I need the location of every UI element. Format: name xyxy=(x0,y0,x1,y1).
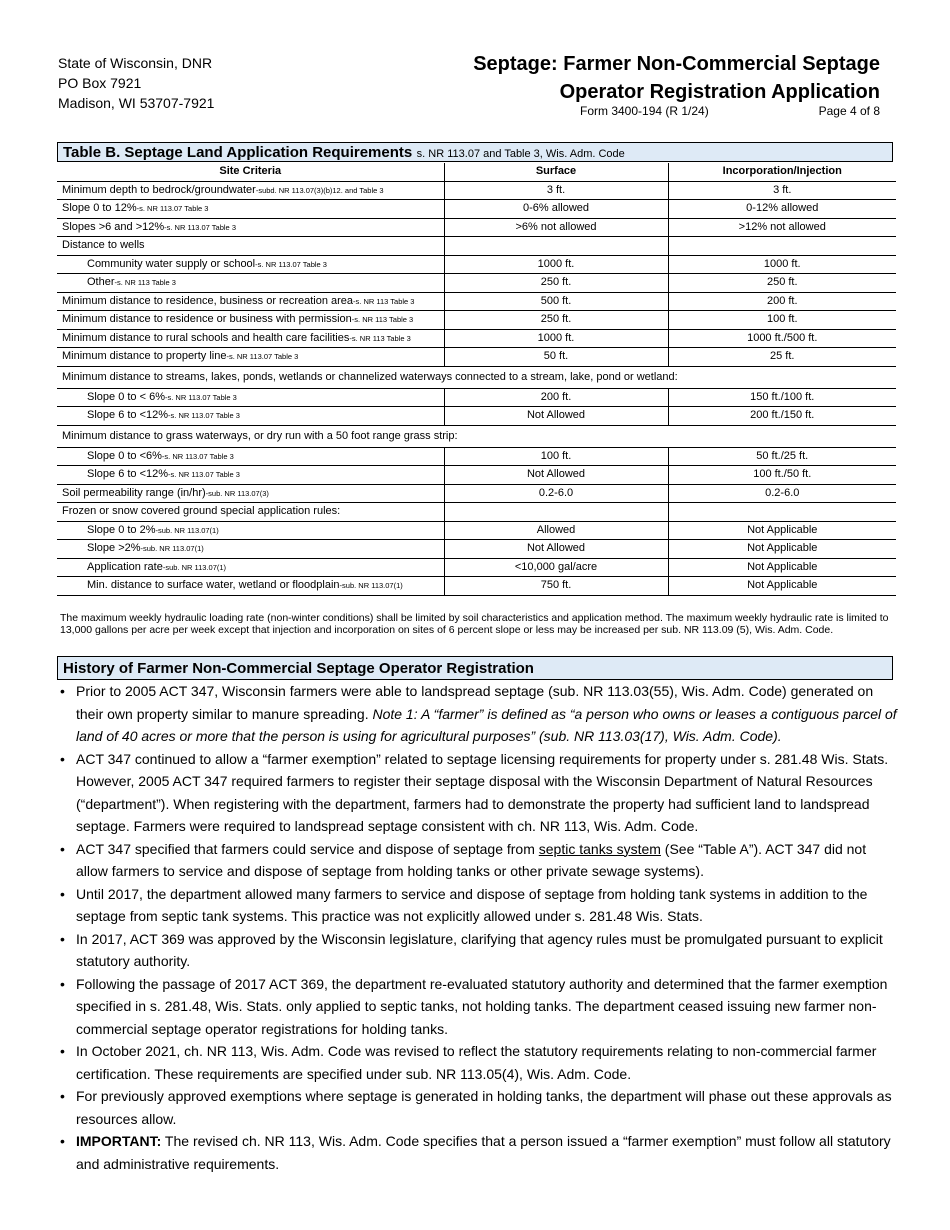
injection-value: 1000 ft./500 ft. xyxy=(668,329,896,348)
table-row xyxy=(57,577,896,596)
criteria-label: Slopes >6 and >12% xyxy=(62,220,165,233)
table-row xyxy=(57,407,896,426)
surface-value: 0.2-6.0 xyxy=(444,484,668,503)
important-label: IMPORTANT: xyxy=(76,1133,162,1149)
injection-value: 200 ft./150 ft. xyxy=(668,407,896,426)
table-row xyxy=(57,484,896,503)
criteria-ref: -sub. NR 113.07(1) xyxy=(339,581,403,591)
criteria-ref: -s. NR 113.07 Table 3 xyxy=(168,411,240,421)
table-row xyxy=(57,366,896,388)
surface-value: 1000 ft. xyxy=(444,329,668,348)
injection-value: Not Applicable xyxy=(668,521,896,540)
criteria-label: Application rate xyxy=(87,560,163,573)
criteria-ref: -s. NR 113 Table 3 xyxy=(351,315,414,325)
surface-value: Not Allowed xyxy=(444,540,668,559)
table-row xyxy=(57,329,896,348)
address-line: Madison, WI 53707-7921 xyxy=(58,95,215,111)
surface-value: 50 ft. xyxy=(444,348,668,367)
surface-value: >6% not allowed xyxy=(444,218,668,237)
table-row xyxy=(57,503,896,522)
criteria-ref: -subd. NR 113.07(3)(b)12. and Table 3 xyxy=(255,185,384,195)
table-row xyxy=(57,540,896,559)
criteria-ref: -s. NR 113 Table 3 xyxy=(349,333,411,343)
criteria-label: Slope 6 to <12% xyxy=(87,409,169,422)
page-number: Page 4 of 8 xyxy=(818,104,880,118)
injection-value: Not Applicable xyxy=(668,540,896,559)
table-row xyxy=(57,466,896,485)
criteria-label: Other xyxy=(87,276,115,289)
criteria-ref: -s. NR 113.07 Table 3 xyxy=(164,222,236,232)
table-note: The maximum weekly hydraulic loading rate (non-winter conditions) shall be limited by soil characteristics and application method. The maximum weekly hydraulic rate is limited to 13,000 gallons per acre per week except that injection and incorporation on sites of 6 percent slope or less may be increased per sub. NR 113.09 (5), Wis. Adm. Code. xyxy=(60,612,889,636)
criteria-ref: -sub. NR 113.07(3) xyxy=(205,488,269,498)
injection-value: Not Applicable xyxy=(668,577,896,596)
criteria-ref: -sub. NR 113.07(1) xyxy=(155,525,219,535)
surface-value: Not Allowed xyxy=(444,407,668,426)
criteria-ref: -s. NR 113.07 Table 3 xyxy=(164,392,237,402)
surface-value: 250 ft. xyxy=(444,274,668,293)
criteria-label: Minimum depth to bedrock/groundwater xyxy=(62,183,256,196)
criteria-label: Minimum distance to streams, lakes, ponds, wetlands or channelized waterways connected to a stream, lake, pond or wetland: xyxy=(62,370,678,383)
criteria-ref: -sub. NR 113.07(1) xyxy=(162,562,227,572)
criteria-label: Frozen or snow covered ground special application rules: xyxy=(62,505,341,518)
address-line: PO Box 7921 xyxy=(58,75,142,91)
criteria-label: Slope 0 to 2% xyxy=(87,523,156,536)
list-item: • Until 2017, the department allowed many farmers to service and dispose of septage from holding tank systems in addition to the septage from septic tank systems. This practice was not explicitly allowed under s. 281.48 Wis. Stats. xyxy=(58,883,898,928)
list-item: • In October 2021, ch. NR 113, Wis. Adm. Code was revised to reflect the statutory requirements relating to non-commercial farmer certification. These requirements are specified under sub. NR 113.05(4), Wis. Adm. Code. xyxy=(58,1040,898,1085)
table-row xyxy=(57,255,896,274)
injection-value: 250 ft. xyxy=(668,274,896,293)
criteria-ref: -s. NR 113.07 Table 3 xyxy=(255,259,327,269)
list-item: • ACT 347 specified that farmers could service and dispose of septage from septic tanks system (See “Table A”). ACT 347 did not allow farmers to service and dispose of septage from holding tanks or other private sewage systems). xyxy=(58,838,898,883)
criteria-ref: -s. NR 113 Table 3 xyxy=(353,296,415,306)
history-header: History of Farmer Non-Commercial Septage Operator Registration xyxy=(57,656,893,680)
surface-value: 250 ft. xyxy=(444,311,668,330)
surface-value: 0-6% allowed xyxy=(444,200,668,219)
table-row xyxy=(57,388,896,407)
injection-value: 25 ft. xyxy=(668,348,896,367)
agency-address xyxy=(58,53,214,113)
table-row xyxy=(57,311,896,330)
table-b-header xyxy=(57,142,893,162)
list-item: • IMPORTANT: The revised ch. NR 113, Wis. Adm. Code specifies that a person issued a “farmer exemption” must follow all statutory and administrative requirements. xyxy=(58,1130,898,1175)
criteria-label: Minimum distance to rural schools and health care facilities xyxy=(62,331,350,344)
criteria-label: Slope 0 to <6% xyxy=(87,449,162,462)
injection-value xyxy=(668,237,896,256)
column-header: Surface xyxy=(444,163,668,181)
form-title xyxy=(473,50,880,106)
injection-value: 0.2-6.0 xyxy=(668,484,896,503)
injection-value: 100 ft./50 ft. xyxy=(668,466,896,485)
table-row xyxy=(57,200,896,219)
injection-value: >12% not allowed xyxy=(668,218,896,237)
table-row xyxy=(57,218,896,237)
table-row xyxy=(57,558,896,577)
surface-value: 3 ft. xyxy=(444,181,668,200)
surface-value: 500 ft. xyxy=(444,292,668,311)
criteria-label: Minimum distance to grass waterways, or dry run with a 50 foot range grass strip: xyxy=(62,429,458,442)
table-row xyxy=(57,274,896,293)
criteria-label: Minimum distance to residence or business with permission xyxy=(62,313,352,326)
table-b-title: Table B. Septage Land Application Requirements xyxy=(63,144,413,161)
history-list xyxy=(58,680,898,1175)
criteria-label: Slope 0 to 12% xyxy=(62,202,137,215)
table-row xyxy=(57,348,896,367)
list-item: • For previously approved exemptions where septage is generated in holding tanks, the department will phase out these approvals as resources allow. xyxy=(58,1085,898,1130)
form-number: Form 3400-194 (R 1/24) xyxy=(580,104,709,118)
table-header-row xyxy=(57,163,896,181)
criteria-label: Slope >2% xyxy=(87,542,141,555)
criteria-label: Minimum distance to residence, business or recreation area xyxy=(62,294,354,307)
criteria-label: Slope 0 to < 6% xyxy=(87,390,165,403)
surface-value: 100 ft. xyxy=(444,447,668,466)
table-row xyxy=(57,237,896,256)
criteria-label: Distance to wells xyxy=(62,239,145,252)
injection-value: 200 ft. xyxy=(668,292,896,311)
injection-value: 100 ft. xyxy=(668,311,896,330)
criteria-label: Minimum distance to property line xyxy=(62,350,227,363)
criteria-label: Min. distance to surface water, wetland or floodplain xyxy=(87,579,340,592)
form-info xyxy=(580,104,880,118)
surface-value: 200 ft. xyxy=(444,388,668,407)
injection-value: 1000 ft. xyxy=(668,255,896,274)
table-row xyxy=(57,181,896,200)
surface-value xyxy=(444,237,668,256)
injection-value: 50 ft./25 ft. xyxy=(668,447,896,466)
surface-value: Not Allowed xyxy=(444,466,668,485)
injection-value: 150 ft./100 ft. xyxy=(668,388,896,407)
table-row xyxy=(57,521,896,540)
surface-value xyxy=(444,503,668,522)
list-item: • Following the passage of 2017 ACT 369, the department re-evaluated statutory authority and determined that the farmer exemption specified in s. 281.48, Wis. Stats. only applied to septic tanks, not holding tanks. The department ceased issuing new farmer non-commercial septage operator registrations for holding tanks. xyxy=(58,973,898,1041)
criteria-label: Soil permeability range (in/hr) xyxy=(62,486,206,499)
address-line: State of Wisconsin, DNR xyxy=(58,55,213,71)
list-item: • In 2017, ACT 369 was approved by the Wisconsin legislature, clarifying that agency rules must be promulgated pursuant to explicit statutory authority. xyxy=(58,928,898,973)
list-item: • Prior to 2005 ACT 347, Wisconsin farmers were able to landspread septage (sub. NR 113.03(55), Wis. Adm. Code) generated on their own property similar to manure spreading. Note 1: A “farmer” is defined as “a person who owns or leases a contiguous parcel of land of 40 acres or more that the person is using for agricultural purposes” (sub. NR 113.03(17), Wis. Adm. Code). xyxy=(58,680,898,748)
list-item: • ACT 347 continued to allow a “farmer exemption” related to septage licensing requirements for property under s. 281.48 Wis. Stats. However, 2005 ACT 347 required farmers to register their septage disposal with the Wisconsin Department of Natural Resources (“department”). When registering with the department, farmers had to demonstrate the property had sufficient land to landspread septage. Farmers were required to landspread septage consistent with ch. NR 113, Wis. Adm. Code. xyxy=(58,748,898,838)
column-header: Site Criteria xyxy=(57,163,444,181)
criteria-ref: -s. NR 113.07 Table 3 xyxy=(168,470,240,480)
criteria-label: Community water supply or school xyxy=(87,257,256,270)
injection-value: 3 ft. xyxy=(668,181,896,200)
surface-value: 750 ft. xyxy=(444,577,668,596)
criteria-ref: -s. NR 113 Table 3 xyxy=(114,278,176,288)
table-b-ref: s. NR 113.07 and Table 3, Wis. Adm. Code xyxy=(416,148,625,160)
requirements-table xyxy=(57,163,896,596)
injection-value xyxy=(668,503,896,522)
table-row xyxy=(57,292,896,311)
injection-value: 0-12% allowed xyxy=(668,200,896,219)
criteria-ref: -s. NR 113.07 Table 3 xyxy=(161,451,234,461)
surface-value: Allowed xyxy=(444,521,668,540)
title-line-1: Septage: Farmer Non-Commercial Septage xyxy=(473,53,880,75)
column-header: Incorporation/Injection xyxy=(668,163,896,181)
table-row xyxy=(57,447,896,466)
surface-value: 1000 ft. xyxy=(444,255,668,274)
septic-tanks-link: septic tanks system xyxy=(538,840,661,857)
surface-value: <10,000 gal/acre xyxy=(444,558,668,577)
criteria-ref: -s. NR 113.07 Table 3 xyxy=(136,204,209,214)
table-row xyxy=(57,425,896,447)
title-line-2: Operator Registration Application xyxy=(559,81,880,103)
criteria-ref: -s. NR 113.07 Table 3 xyxy=(226,352,299,362)
injection-value: Not Applicable xyxy=(668,558,896,577)
criteria-ref: -sub. NR 113.07(1) xyxy=(140,544,204,554)
criteria-label: Slope 6 to <12% xyxy=(87,468,169,481)
